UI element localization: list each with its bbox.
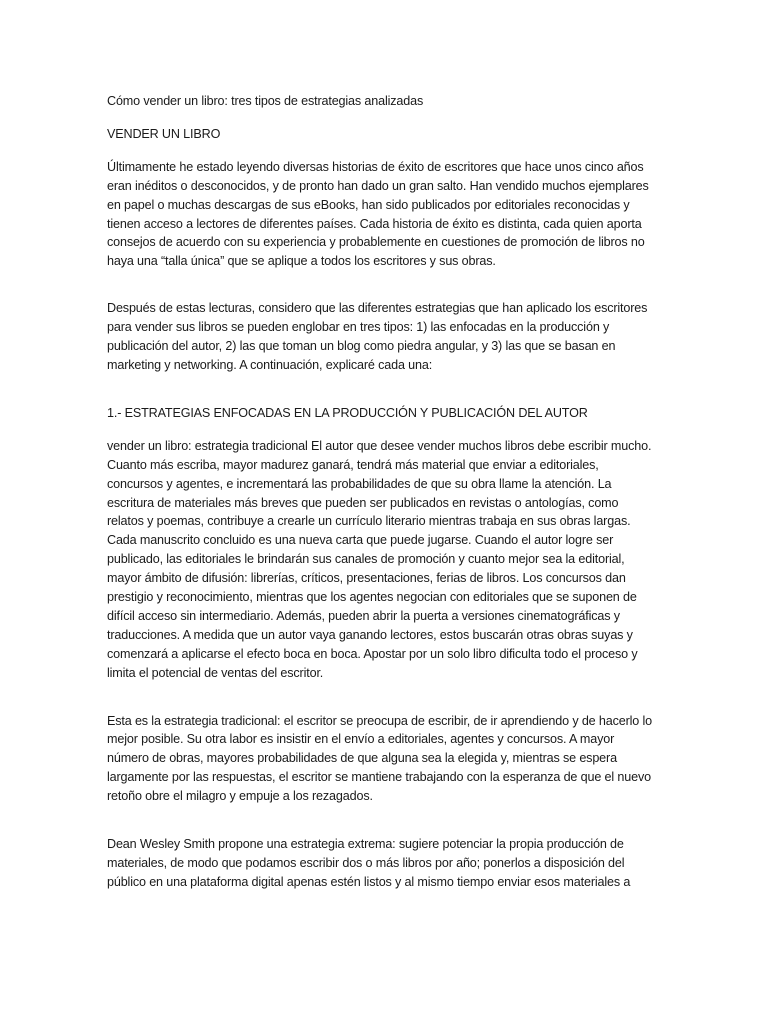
- traditional-summary-paragraph: Esta es la estrategia tradicional: el escritor se preocupa de escribir, de ir aprendiendo y de hacerlo lo mejor posible. Su otra labor es insistir en el envío a editoriales, agentes y concursos. A mayor número de obras, mayores probabilidades de que alguna sea la elegida y, mientras se espera largamente por las respuestas, el escritor se mantiene trabajando con la esperanza de que el nuevo retoño obre el milagro y empuje a los rezagados.: [107, 713, 652, 804]
- section-heading: 1.- ESTRATEGIAS ENFOCADAS EN LA PRODUCCIÓN Y PUBLICACIÓN DEL AUTOR: [107, 405, 588, 420]
- dean-wesley-smith-paragraph: Dean Wesley Smith propone una estrategia extrema: sugiere potenciar la propia producción de materiales, de modo que podamos escribir dos o más libros por año; ponerlos a disposición del público en una plataforma digital apenas estén listos y al mismo tiempo enviar esos materiales a: [107, 837, 631, 889]
- intro-paragraph: Últimamente he estado leyendo diversas historias de éxito de escritores que hace unos cinco años eran inéditos o desconocidos, y de pronto han dado un gran salto. Han vendido muchos ejemplares en papel o muchas descargas de sus eBooks, han sido publicados por editoriales reconocidas y tienen acceso a lectores de diferentes países. Cada historia de éxito es distinta, cada quien aporta consejos de acuerdo con su experiencia y probablemente en cuestiones de promoción de libros no haya una “talla única” que se aplique a todos los escritores y sus obras.: [107, 159, 649, 269]
- traditional-strategy-paragraph: vender un libro: estrategia tradicional El autor que desee vender muchos libros debe escribir mucho. Cuanto más escriba, mayor madurez ganará, tendrá más material que enviar a editoriales, concursos y agentes, e incrementará las probabilidades de que su obra llame la atención. La escritura de materiales más breves que pueden ser publicados en revistas o antologías, como relatos y poemas, contribuye a crearle un currículo literario mientras trabaja en sus obras largas. Cada manuscrito concluido es una nueva carta que puede jugarse. Cuando el autor logre ser publicado, las editoriales le brindarán sus canales de promoción y cuanto mejor sea la editorial, mayor ámbito de difusión: librerías, críticos, presentaciones, ferias de libros. Los concursos dan prestigio y reconocimiento, mientras que los agentes negocian con editoriales que se suponen de difícil acceso sin intermediario. Además, pueden abrir la puerta a versiones cinematográficas y traducciones. A medida que un autor vaya ganando lectores, estos buscarán otras obras suyas y comenzará a aplicarse el efecto boca en boca. Apostar por un solo libro dificulta todo el proceso y limita el potencial de ventas del escritor.: [107, 438, 652, 680]
- document-page: [107, 92, 655, 892]
- document-heading: VENDER UN LIBRO: [107, 126, 221, 141]
- strategies-summary-paragraph: Después de estas lecturas, considero que las diferentes estrategias que han aplicado los escritores para vender sus libros se pueden englobar en tres tipos: 1) las enfocadas en la producción y publicación del autor, 2) las que toman un blog como piedra angular, y 3) las que se basan en marketing y networking. A continuación, explicaré cada una:: [107, 301, 648, 372]
- document-title: Cómo vender un libro: tres tipos de estrategias analizadas: [107, 94, 424, 108]
